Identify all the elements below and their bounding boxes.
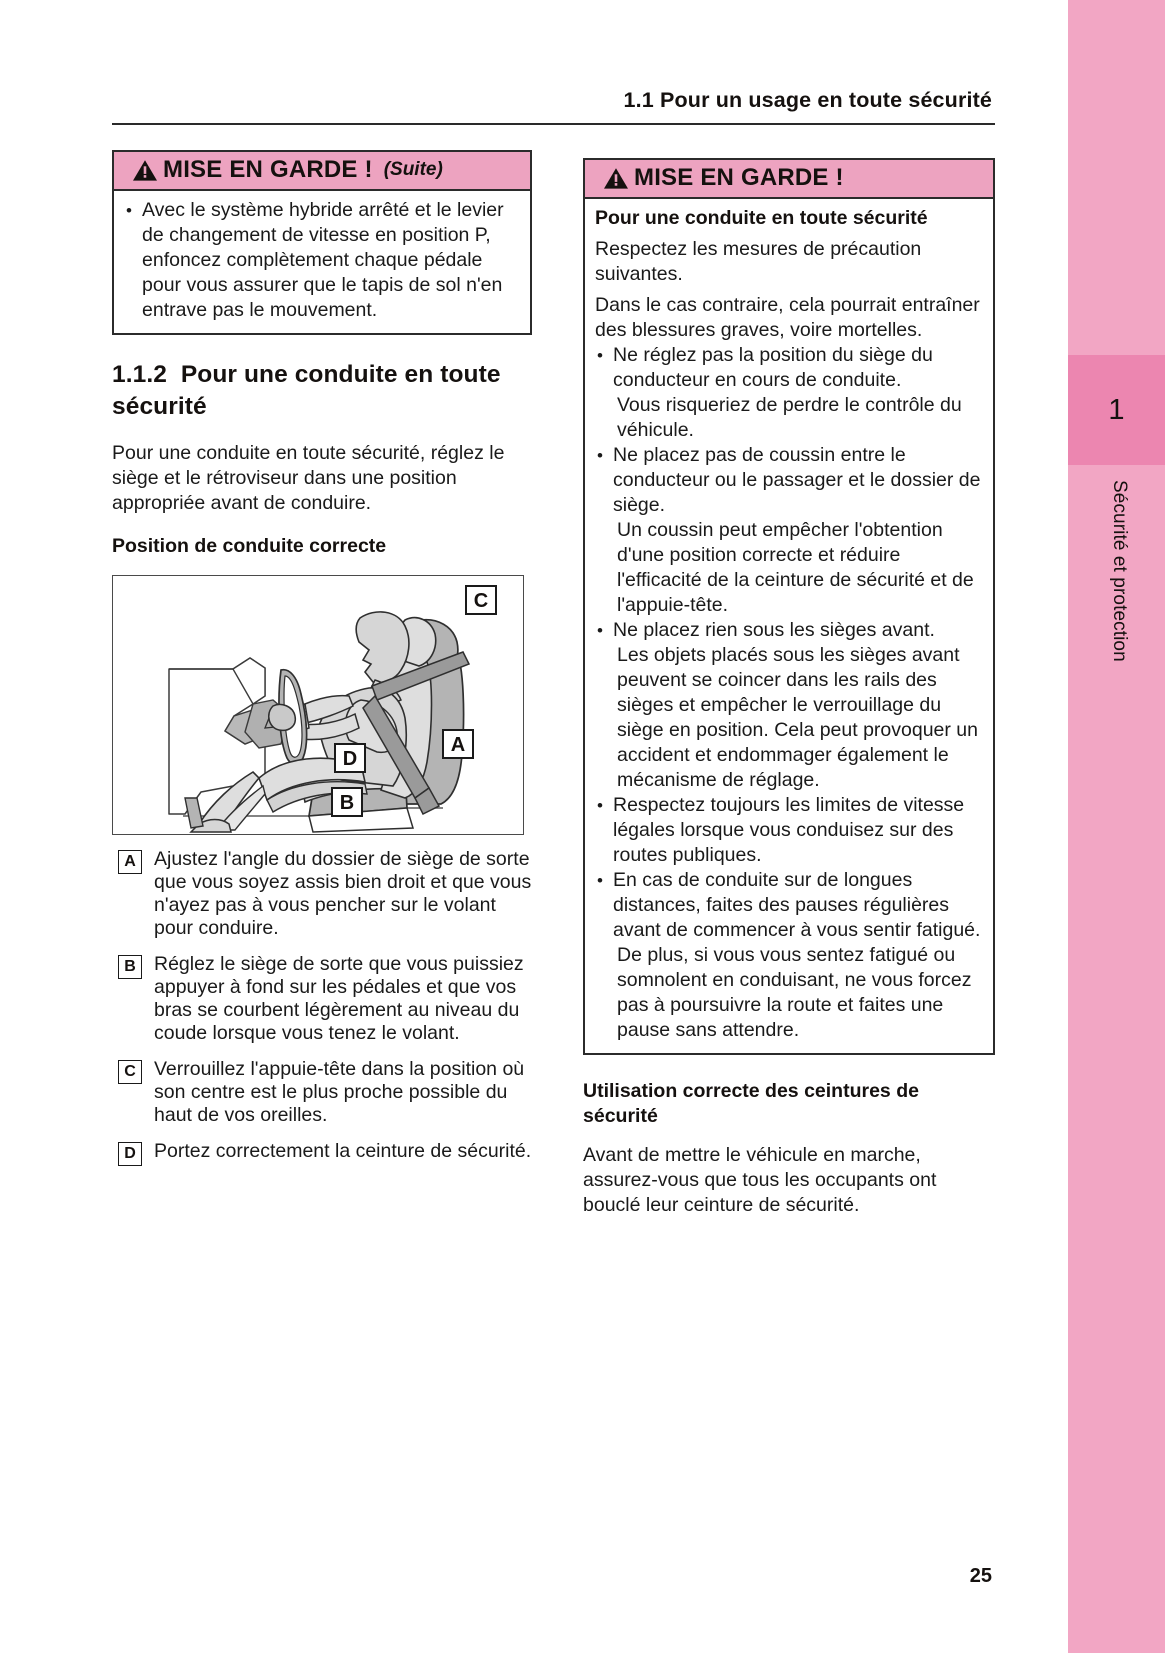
warning-bullet-continuation: Un coussin peut empêcher l'obtention d'une position correcte et réduire l'efficacité de la ceinture de sécurité et de l'appuie-tête. [617, 519, 974, 616]
running-head-rule [112, 123, 995, 125]
warning-bullet-text: Respectez toujours les limites de vitesse légales lorsque vous conduisez sur des routes publiques. [613, 794, 965, 866]
callout-badge-c: C [118, 1060, 142, 1084]
warning-body [114, 191, 530, 333]
bullet-marker: • [597, 621, 603, 640]
section-heading [112, 359, 532, 423]
warning-bullet-text: Ne placez rien sous les sièges avant. [613, 619, 935, 641]
svg-text:C: C [473, 590, 489, 612]
right-column [583, 158, 995, 1218]
warning-bullet [595, 868, 983, 943]
callout-text-d: Portez correctement la ceinture de sécurité. [154, 1140, 532, 1162]
warning-bullet-continuation: Les objets placés sous les sièges avant peuvent se coincer dans les rails des sièges et empêcher le verrouillage du siège en position. Cela peut provoquer un accident et endommager également le mécanisme de réglage. [617, 644, 978, 791]
warning-box-main [583, 158, 995, 1055]
warning-bullet-continuation: De plus, si vous vous sentez fatigué ou somnolent en conduisant, ne vous forcez pas à poursuivre la route et faites une pause sans attendre. [617, 944, 972, 1041]
section-number: 1.1.2 [112, 361, 167, 388]
warning-subheading: Pour une conduite en toute sécurité [595, 207, 928, 229]
section-title: Pour une conduite en toute sécurité [112, 361, 501, 420]
callout-d [335, 744, 365, 772]
warning-bullet [595, 618, 983, 643]
warning-bullet [124, 198, 520, 323]
seatbelt-body-paragraph: Avant de mettre le véhicule en marche, assurez-vous que tous les occupants ont bouclé leur ceinture de sécurité. [583, 1144, 937, 1216]
warning-header [114, 152, 530, 191]
subheading-driving-position: Position de conduite correcte [112, 535, 387, 557]
warning-title: MISE EN GARDE ! [163, 156, 373, 183]
svg-text:D: D [342, 748, 358, 770]
warning-bullet-text: Ne placez pas de coussin entre le conducteur ou le passager et le dossier de siège. [613, 444, 981, 516]
chapter-side-tab [1068, 0, 1165, 1653]
chapter-name-vertical: Sécurité et protection [1109, 480, 1130, 662]
warning-bullet-text: Ne réglez pas la position du siège du conducteur en cours de conduite. [613, 344, 933, 391]
callout-text-c: Verrouillez l'appuie-tête dans la position où son centre est le plus proche possible du haut de vos oreilles. [154, 1058, 525, 1126]
warning-triangle-icon [132, 159, 158, 182]
warning-body [585, 199, 993, 1053]
warning-bullet [595, 343, 983, 393]
warning-title: MISE EN GARDE ! [634, 164, 844, 191]
callout-item-c [112, 1058, 532, 1127]
svg-text:A: A [450, 734, 466, 756]
callout-b [332, 788, 362, 816]
chapter-number-text: 1 [1108, 393, 1125, 426]
bullet-marker: • [597, 346, 603, 365]
subheading-seatbelt-use: Utilisation correcte des ceintures de sécurité [583, 1080, 919, 1127]
warning-intro-2: Dans le cas contraire, cela pourrait entraîner des blessures graves, voire mortelles. [595, 294, 980, 341]
callout-c [466, 586, 496, 614]
warning-suite-label: (Suite) [383, 159, 443, 180]
callout-text-a: Ajustez l'angle du dossier de siège de sorte que vous soyez assis bien droit et que vous n'ayez pas à vous pencher sur le volant pour conduire. [154, 848, 532, 939]
svg-text:B: B [339, 792, 355, 814]
callout-badge-d: D [118, 1142, 142, 1166]
driver-seat-diagram [113, 576, 522, 833]
warning-bullet-continuation: Vous risqueriez de perdre le contrôle du véhicule. [617, 394, 962, 441]
callout-badge-b: B [118, 955, 142, 979]
bullet-marker: • [126, 201, 132, 220]
warning-bullet [595, 443, 983, 518]
callout-a [443, 730, 473, 758]
callout-item-d [112, 1140, 532, 1166]
warning-intro-1: Respectez les mesures de précaution suivantes. [595, 238, 922, 285]
warning-bullet-text: En cas de conduite sur de longues distances, faites des pauses régulières avant de commencer à vous sentir fatigué. [613, 869, 981, 941]
left-column [112, 150, 532, 1166]
warning-box-continued [112, 150, 532, 335]
section-intro-paragraph: Pour une conduite en toute sécurité, réglez le siège et le rétroviseur dans une position appropriée avant de conduire. [112, 442, 505, 514]
callout-item-b [112, 953, 532, 1045]
warning-bullet [595, 793, 983, 868]
page-number: 25 [969, 1565, 992, 1587]
callout-text-b: Réglez le siège de sorte que vous puissiez appuyer à fond sur les pédales et que vos bras se courbent légèrement au niveau du coude lorsque vous tenez le volant. [154, 953, 524, 1044]
bullet-marker: • [597, 871, 603, 890]
bullet-marker: • [597, 796, 603, 815]
callout-item-a [112, 848, 532, 940]
warning-triangle-icon [603, 167, 629, 190]
warning-header [585, 160, 993, 199]
driving-position-illustration [112, 575, 524, 835]
running-head: 1.1 Pour un usage en toute sécurité [623, 88, 992, 112]
callout-badge-a: A [118, 850, 142, 874]
chapter-number-badge [1068, 355, 1165, 465]
bullet-marker: • [597, 446, 603, 465]
warning-bullet-text: Avec le système hybride arrêté et le levier de changement de vitesse en position P, enfoncez complètement chaque pédale pour vous assurer que le tapis de sol n'en entrave pas le mouvement. [142, 199, 504, 321]
